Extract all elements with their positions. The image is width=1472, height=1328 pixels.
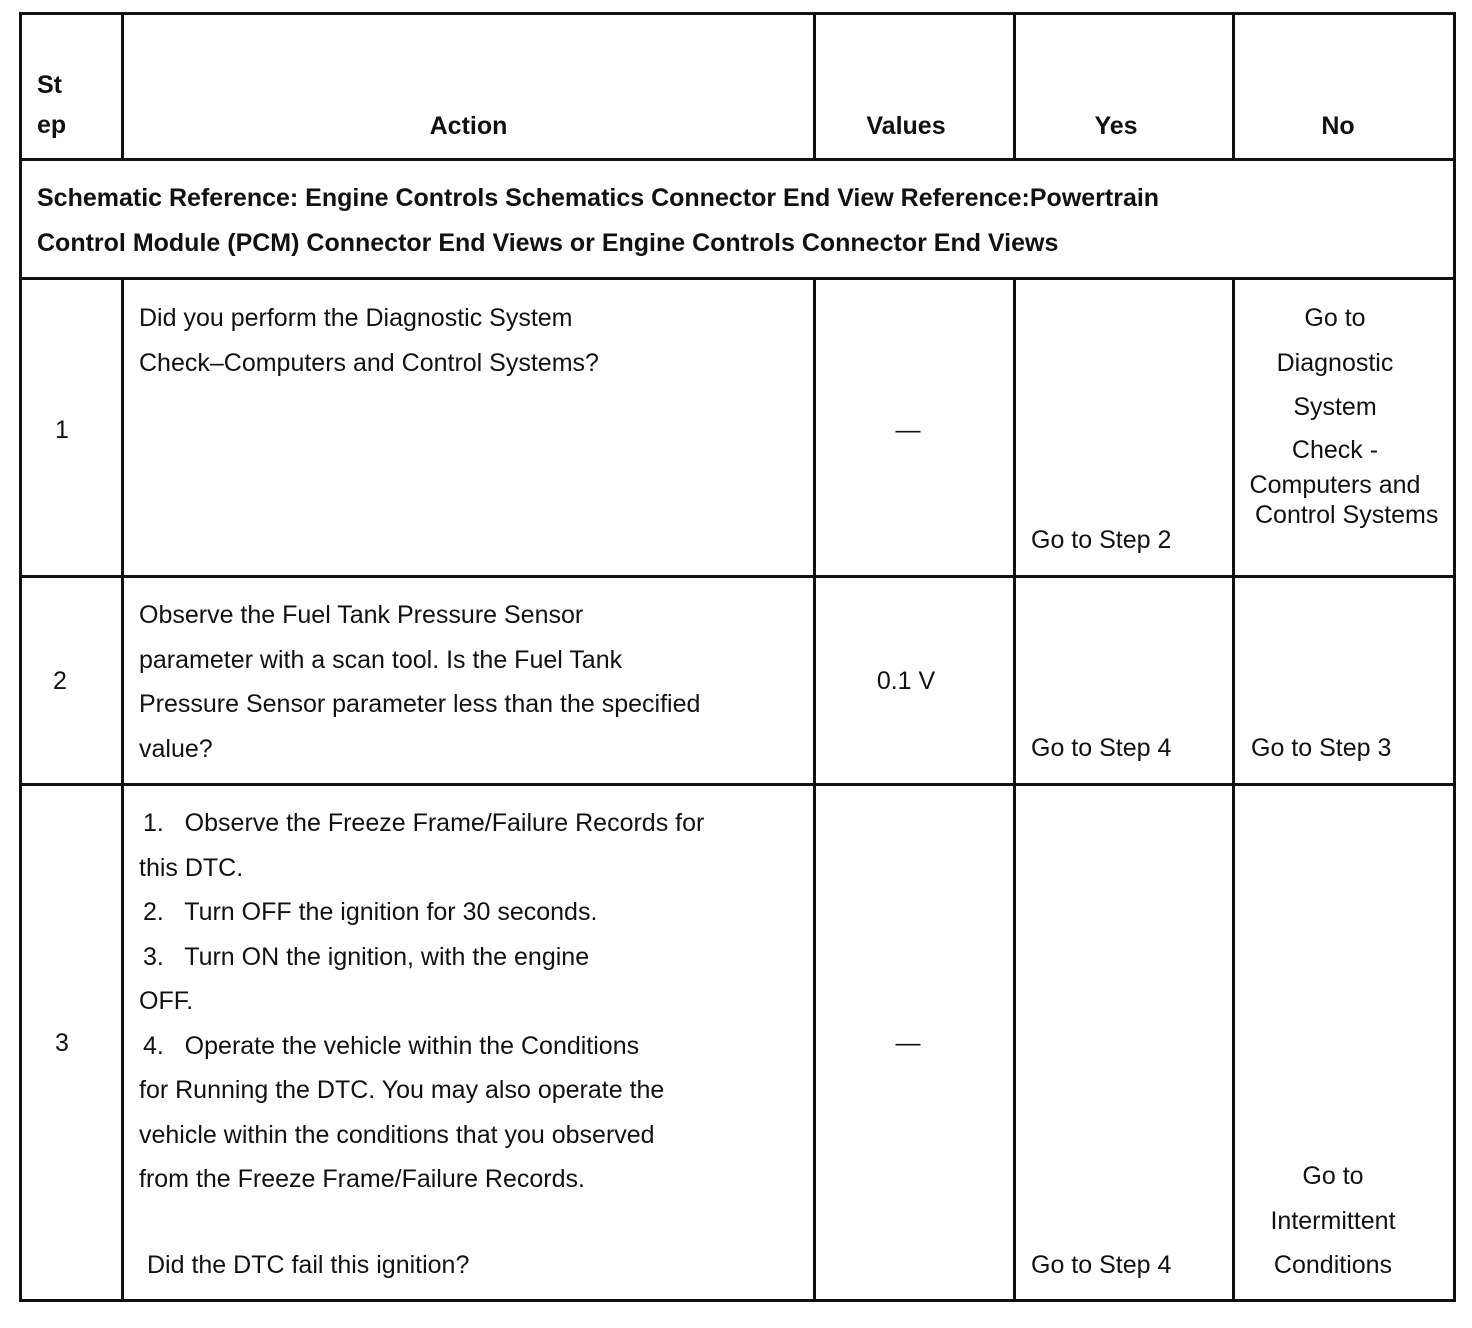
row3-action-line: from the Freeze Frame/Failure Records.	[139, 1165, 585, 1193]
row3-action-line: vehicle within the conditions that you observed	[139, 1120, 655, 1149]
row1-action-line: Did you perform the Diagnostic System	[139, 304, 573, 332]
row1-no-line: System	[1293, 393, 1377, 421]
row1-value: —	[895, 416, 921, 444]
row1-yes: Go to Step 2	[1031, 526, 1172, 554]
row3-action-line: 1. Observe the Freeze Frame/Failure Records for	[143, 809, 705, 837]
header-yes: Yes	[1094, 112, 1138, 140]
row3-action-line: 4. Operate the vehicle within the Conditions	[143, 1031, 640, 1060]
row2-action-line: value?	[139, 734, 213, 763]
row3-no-line: Intermittent	[1270, 1206, 1396, 1235]
row2-yes: Go to Step 4	[1031, 734, 1172, 762]
row3-no-line: Conditions	[1273, 1251, 1393, 1279]
row2-value: 0.1 V	[876, 667, 936, 695]
row2-no: Go to Step 3	[1251, 734, 1392, 762]
row3-no	[1235, 1154, 1431, 1288]
row3-yes: Go to Step 4	[1031, 1251, 1172, 1279]
col-divider-values	[1013, 277, 1016, 1302]
table-border-left	[19, 12, 22, 1302]
row1-no-line: Go to	[1304, 304, 1366, 332]
row2-divider	[19, 783, 1456, 786]
header-no: No	[1321, 112, 1355, 140]
row3-action	[139, 801, 704, 1202]
table-border-top	[19, 12, 1456, 15]
row3-action-line: 2. Turn OFF the ignition for 30 seconds.	[143, 898, 598, 926]
row1-action-line: Check–Computers and Control Systems?	[139, 348, 599, 377]
table-border-bottom	[19, 1299, 1456, 1302]
row3-action-line: this DTC.	[139, 853, 244, 882]
row3-action-line: 3. Turn ON the ignition, with the engine	[143, 942, 590, 971]
header-step-line2: ep	[37, 111, 67, 139]
row1-no	[1235, 296, 1439, 530]
table-border-right	[1453, 12, 1456, 1302]
header-values: Values	[866, 112, 946, 140]
row1-step: 1	[55, 416, 69, 444]
row3-question: Did the DTC fail this ignition?	[147, 1251, 470, 1279]
row2-action-line: Pressure Sensor parameter less than the specified	[139, 690, 701, 718]
reference-line1: Schematic Reference: Engine Controls Schematics Connector End View Reference:Powertrain	[37, 184, 1160, 212]
col-divider-step	[121, 277, 124, 1302]
row1-action	[139, 296, 599, 385]
header-step-line1: St	[37, 71, 62, 99]
row2-action-line: parameter with a scan tool. Is the Fuel Tank	[139, 645, 623, 674]
row3-step: 3	[55, 1029, 69, 1057]
reference-divider	[19, 277, 1456, 280]
row3-action-line: OFF.	[139, 987, 194, 1015]
row1-no-line: Check -	[1291, 435, 1379, 464]
row3-value: —	[895, 1029, 921, 1057]
row3-action-line: for Running the DTC. You may also operate the	[139, 1076, 665, 1104]
row1-no-line: Diagnostic	[1276, 348, 1394, 377]
header-action: Action	[429, 112, 508, 140]
header-step	[37, 65, 66, 145]
row3-no-line: Go to	[1302, 1162, 1364, 1190]
row1-no-line: Control Systems	[1255, 500, 1439, 529]
row2-action	[139, 593, 700, 771]
header-divider	[19, 158, 1456, 161]
schematic-reference	[37, 176, 1159, 265]
reference-line2: Control Module (PCM) Connector End Views or Engine Controls Connector End Views	[37, 228, 1059, 257]
row2-step: 2	[53, 667, 67, 695]
row1-divider	[19, 575, 1456, 578]
row2-action-line: Observe the Fuel Tank Pressure Sensor	[139, 601, 584, 629]
row1-no-line: Computers and	[1249, 470, 1421, 499]
